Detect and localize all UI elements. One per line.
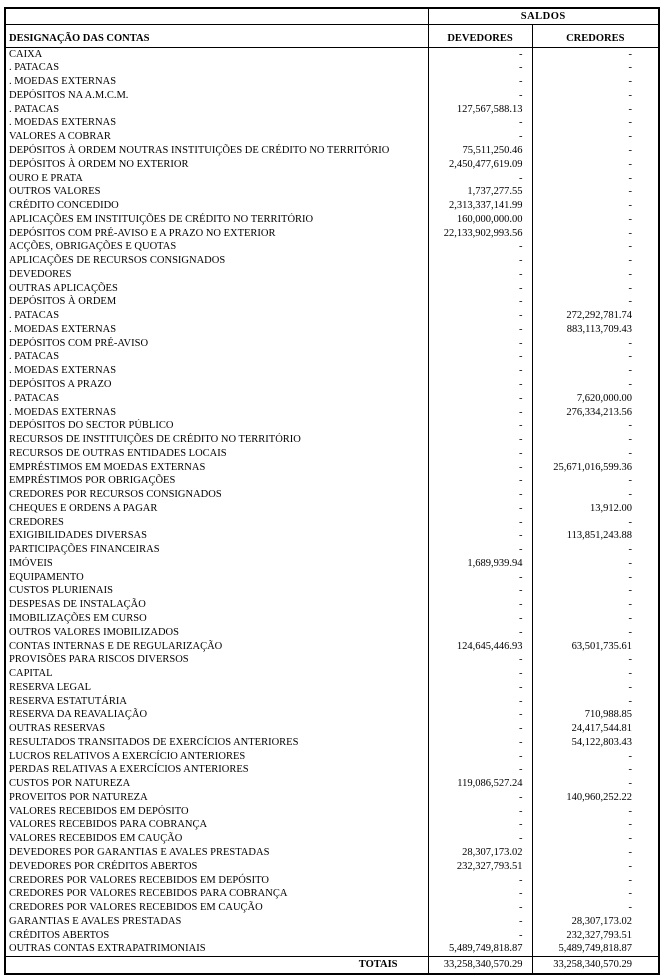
table-row [5,405,659,419]
credores-value: 13,912.00 [590,502,632,514]
devedores-value: 119,086,527.24 [428,777,532,791]
credores-value: - [628,200,632,212]
credores-value: - [628,378,632,390]
credores-value: - [628,668,632,680]
designacao-header: DESIGNAÇÃO DAS CONTAS [5,25,428,48]
credores-value: - [628,268,632,280]
credores-value: - [628,158,632,170]
empty-header-cell [5,8,428,25]
table-row [5,805,659,819]
table-row [5,103,659,117]
account-name: APLICAÇÕES DE RECURSOS CONSIGNADOS [5,254,428,268]
table-row [5,860,659,874]
devedores-value: 28,307,173.02 [428,846,532,860]
table-row [5,777,659,791]
account-name: CUSTOS POR NATUREZA [5,777,428,791]
account-name: OUTROS VALORES IMOBILIZADOS [5,626,428,640]
totals-label: TOTAIS [5,956,428,974]
account-name: PARTICIPAÇÕES FINANCEIRAS [5,543,428,557]
account-name: DEVEDORES [5,268,428,282]
devedores-value: - [428,89,532,103]
table-row [5,433,659,447]
devedores-value: - [428,268,532,282]
devedores-header: DEVEDORES [428,25,532,48]
devedores-value: - [428,254,532,268]
account-name: CREDORES POR VALORES RECEBIDOS PARA COBRANÇA [5,887,428,901]
account-name: CRÉDITO CONCEDIDO [5,199,428,213]
account-name: OUTRAS APLICAÇÕES [5,282,428,296]
devedores-value: - [428,584,532,598]
account-name: DEPÓSITOS À ORDEM [5,295,428,309]
credores-value: 24,417,544.81 [571,723,632,735]
account-name: DEPÓSITOS À ORDEM NOUTRAS INSTITUIÇÕES DE CRÉDITO NO TERRITÓRIO [5,144,428,158]
account-name: CUSTOS PLURIENAIS [5,584,428,598]
account-name: IMOBILIZAÇÕES EM CURSO [5,612,428,626]
account-name: DEVEDORES POR GARANTIAS E AVALES PRESTADAS [5,846,428,860]
table-row [5,502,659,516]
account-name: . MOEDAS EXTERNAS [5,75,428,89]
credores-value: - [628,103,632,115]
table-row [5,708,659,722]
devedores-value: - [428,364,532,378]
totals-row [5,956,659,974]
credores-value: - [628,681,632,693]
devedores-value: - [428,48,532,62]
table-row [5,268,659,282]
account-name: EMPRÉSTIMOS EM MOEDAS EXTERNAS [5,460,428,474]
credores-value: - [628,131,632,143]
devedores-value: - [428,433,532,447]
account-name: PERDAS RELATIVAS A EXERCÍCIOS ANTERIORES [5,763,428,777]
table-row [5,158,659,172]
devedores-value: - [428,929,532,943]
table-row [5,694,659,708]
credores-value: - [628,420,632,432]
devedores-value: - [428,805,532,819]
credores-value: 272,292,781.74 [566,310,632,322]
credores-value: - [628,62,632,74]
credores-value: - [628,888,632,900]
account-name: CREDORES POR RECURSOS CONSIGNADOS [5,488,428,502]
account-name: EMPRÉSTIMOS POR OBRIGAÇÕES [5,474,428,488]
devedores-value: - [428,529,532,543]
table-row [5,571,659,585]
devedores-value: 22,133,902,993.56 [428,226,532,240]
table-row [5,460,659,474]
devedores-value: - [428,447,532,461]
account-name: VALORES A COBRAR [5,130,428,144]
credores-value: - [628,778,632,790]
account-name: RESERVA DA REAVALIAÇÃO [5,708,428,722]
table-row [5,832,659,846]
devedores-value: - [428,75,532,89]
account-name: DEPÓSITOS COM PRÉ-AVISO E A PRAZO NO EXTERIOR [5,226,428,240]
devedores-value: - [428,130,532,144]
account-name: RESERVA LEGAL [5,681,428,695]
credores-value: 710,988.85 [584,709,632,721]
devedores-value: - [428,282,532,296]
table-row [5,653,659,667]
credores-value: - [628,365,632,377]
devedores-value: 1,689,939.94 [428,557,532,571]
credores-value: - [628,805,632,817]
table-row [5,667,659,681]
devedores-value: - [428,337,532,351]
devedores-value: - [428,763,532,777]
table-row [5,144,659,158]
account-name: VALORES RECEBIDOS EM CAUÇÃO [5,832,428,846]
table-row [5,929,659,943]
devedores-value: - [428,61,532,75]
devedores-value: 2,313,337,141.99 [428,199,532,213]
credores-value: - [628,117,632,129]
saldos-header: SALDOS [428,8,659,25]
table-row [5,419,659,433]
account-name: . PATACAS [5,61,428,75]
account-name: EXIGIBILIDADES DIVERSAS [5,529,428,543]
account-name: VALORES RECEBIDOS EM DEPÓSITO [5,805,428,819]
account-name: IMÓVEIS [5,557,428,571]
account-name: DEPÓSITOS NA A.M.C.M. [5,89,428,103]
account-name: CAIXA [5,48,428,62]
credores-header: CREDORES [532,25,659,48]
devedores-value: 75,511,250.46 [428,144,532,158]
table-row [5,240,659,254]
devedores-value: - [428,653,532,667]
table-row [5,130,659,144]
account-name: OUTRAS RESERVAS [5,722,428,736]
table-row [5,750,659,764]
credores-value: 25,671,016,599.36 [553,461,632,473]
credores-value: - [628,847,632,859]
table-row [5,75,659,89]
credores-value: - [628,585,632,597]
devedores-value: - [428,818,532,832]
devedores-value: - [428,240,532,254]
credores-value: - [628,695,632,707]
credores-value: - [628,874,632,886]
devedores-value: - [428,722,532,736]
table-row [5,543,659,557]
credores-value: - [628,89,632,101]
devedores-value: - [428,681,532,695]
accounts-table [4,7,660,975]
account-name: CREDORES [5,516,428,530]
credores-value: - [628,227,632,239]
credores-value: - [628,764,632,776]
table-row [5,364,659,378]
account-name: . PATACAS [5,103,428,117]
table-row [5,213,659,227]
table-row [5,89,659,103]
account-name: . MOEDAS EXTERNAS [5,405,428,419]
devedores-value: - [428,832,532,846]
credores-value: - [628,626,632,638]
account-name: . PATACAS [5,350,428,364]
table-row [5,763,659,777]
devedores-value: - [428,502,532,516]
table-footer [5,956,659,974]
account-name: . MOEDAS EXTERNAS [5,323,428,337]
account-name: DEPÓSITOS COM PRÉ-AVISO [5,337,428,351]
credores-value: - [628,337,632,349]
account-name: LUCROS RELATIVOS A EXERCÍCIO ANTERIORES [5,750,428,764]
account-name: CRÉDITOS ABERTOS [5,929,428,943]
devedores-value: 232,327,793.51 [428,860,532,874]
totals-devedores-value: 33,258,340,570.29 [428,956,532,974]
table-row [5,488,659,502]
credores-value: - [628,750,632,762]
devedores-value: - [428,667,532,681]
credores-value: - [628,213,632,225]
devedores-value: - [428,171,532,185]
devedores-value: - [428,378,532,392]
devedores-value: - [428,543,532,557]
devedores-value: - [428,350,532,364]
table-row [5,295,659,309]
credores-value: - [628,654,632,666]
account-name: CREDORES POR VALORES RECEBIDOS EM DEPÓSITO [5,873,428,887]
account-name: CAPITAL [5,667,428,681]
devedores-value: - [428,419,532,433]
credores-value: - [628,544,632,556]
account-name: PROVEITOS POR NATUREZA [5,791,428,805]
account-name: EQUIPAMENTO [5,571,428,585]
table-row [5,116,659,130]
credores-value: - [628,475,632,487]
credores-value: - [628,571,632,583]
account-name: VALORES RECEBIDOS PARA COBRANÇA [5,818,428,832]
account-name: CONTAS INTERNAS E DE REGULARIZAÇÃO [5,639,428,653]
account-name: CHEQUES E ORDENS A PAGAR [5,502,428,516]
account-name: RECURSOS DE INSTITUIÇÕES DE CRÉDITO NO TERRITÓRIO [5,433,428,447]
table-row [5,584,659,598]
devedores-value: - [428,626,532,640]
table-row [5,626,659,640]
devedores-value: - [428,873,532,887]
credores-value: - [628,172,632,184]
accounts-table-body [5,48,659,957]
credores-value: - [628,186,632,198]
table-row [5,887,659,901]
devedores-value: - [428,736,532,750]
table-row [5,282,659,296]
totals-credores-value: 33,258,340,570.29 [532,956,659,974]
credores-value: - [628,48,632,60]
table-row [5,392,659,406]
account-name: . MOEDAS EXTERNAS [5,116,428,130]
devedores-value: - [428,598,532,612]
credores-value: - [628,447,632,459]
credores-value: - [628,489,632,501]
credores-value: - [628,351,632,363]
credores-value: - [628,902,632,914]
credores-value: - [628,860,632,872]
saldos-header-row [5,8,659,25]
devedores-value: - [428,323,532,337]
devedores-value: - [428,750,532,764]
table-row [5,901,659,915]
table-row [5,942,659,956]
table-row [5,873,659,887]
table-row [5,226,659,240]
devedores-value: 1,737,277.55 [428,185,532,199]
credores-value: - [628,241,632,253]
table-row [5,791,659,805]
table-row [5,48,659,62]
credores-value: 5,489,749,818.87 [558,943,632,955]
credores-value: 63,501,735.61 [571,640,632,652]
account-name: CREDORES POR VALORES RECEBIDOS EM CAUÇÃO [5,901,428,915]
table-row [5,598,659,612]
devedores-value: 124,645,446.93 [428,639,532,653]
table-row [5,61,659,75]
devedores-value: 2,450,477,619.09 [428,158,532,172]
credores-value: - [628,557,632,569]
credores-value: 28,307,173.02 [571,915,632,927]
credores-value: - [628,833,632,845]
account-name: APLICAÇÕES EM INSTITUIÇÕES DE CRÉDITO NO TERRITÓRIO [5,213,428,227]
devedores-value: 127,567,588.13 [428,103,532,117]
account-name: . MOEDAS EXTERNAS [5,364,428,378]
credores-value: - [628,282,632,294]
devedores-value: - [428,392,532,406]
devedores-value: - [428,460,532,474]
table-row [5,516,659,530]
credores-value: 54,122,803.43 [571,736,632,748]
account-name: RESERVA ESTATUTÁRIA [5,694,428,708]
devedores-value: - [428,295,532,309]
table-row [5,378,659,392]
table-row [5,529,659,543]
table-row [5,818,659,832]
table-row [5,915,659,929]
devedores-value: - [428,116,532,130]
table-row [5,639,659,653]
credores-value: - [628,296,632,308]
account-name: RESULTADOS TRANSITADOS DE EXERCÍCIOS ANTERIORES [5,736,428,750]
devedores-value: - [428,309,532,323]
credores-value: - [628,144,632,156]
account-name: DEPÓSITOS A PRAZO [5,378,428,392]
account-name: PROVISÕES PARA RISCOS DIVERSOS [5,653,428,667]
table-row [5,722,659,736]
table-row [5,474,659,488]
devedores-value: - [428,488,532,502]
account-name: OURO E PRATA [5,171,428,185]
credores-value: 113,851,243.88 [566,530,632,542]
table-row [5,199,659,213]
account-name: . PATACAS [5,392,428,406]
table-row [5,846,659,860]
table-row [5,612,659,626]
devedores-value: - [428,901,532,915]
devedores-value: - [428,474,532,488]
devedores-value: - [428,791,532,805]
credores-value: - [628,613,632,624]
table-row [5,447,659,461]
account-name: DESPESAS DE INSTALAÇÃO [5,598,428,612]
devedores-value: - [428,708,532,722]
account-name: . PATACAS [5,309,428,323]
devedores-value: 5,489,749,818.87 [428,942,532,956]
account-name: DEPÓSITOS À ORDEM NO EXTERIOR [5,158,428,172]
table-header [5,8,659,48]
devedores-value: - [428,915,532,929]
account-name: DEPÓSITOS DO SECTOR PÚBLICO [5,419,428,433]
account-name: OUTROS VALORES [5,185,428,199]
credores-value: - [628,819,632,831]
table-row [5,337,659,351]
devedores-value: - [428,694,532,708]
credores-value: - [628,434,632,446]
credores-value: 276,334,213.56 [566,406,632,418]
table-row [5,736,659,750]
table-row [5,309,659,323]
account-name: OUTRAS CONTAS EXTRAPATRIMONIAIS [5,942,428,956]
table-row [5,185,659,199]
credores-value: 140,960,252.22 [566,791,632,803]
devedores-value: - [428,405,532,419]
account-name: DEVEDORES POR CRÉDITOS ABERTOS [5,860,428,874]
credores-value: - [628,516,632,528]
devedores-value: - [428,571,532,585]
column-header-row [5,25,659,48]
account-name: GARANTIAS E AVALES PRESTADAS [5,915,428,929]
credores-value: - [628,255,632,267]
credores-value: - [628,76,632,88]
credores-value: 7,620,000.00 [576,392,632,404]
table-row [5,171,659,185]
table-row [5,254,659,268]
account-name: ACÇÕES, OBRIGAÇÕES E QUOTAS [5,240,428,254]
devedores-value: - [428,516,532,530]
devedores-value: - [428,887,532,901]
devedores-value: - [428,612,532,626]
table-row [5,557,659,571]
devedores-value: 160,000,000.00 [428,213,532,227]
credores-value: 883,113,709.43 [566,323,632,335]
account-name: RECURSOS DE OUTRAS ENTIDADES LOCAIS [5,447,428,461]
table-row [5,323,659,337]
table-row [5,681,659,695]
credores-value: 232,327,793.51 [566,929,632,941]
table-row [5,350,659,364]
credores-value: - [628,599,632,611]
